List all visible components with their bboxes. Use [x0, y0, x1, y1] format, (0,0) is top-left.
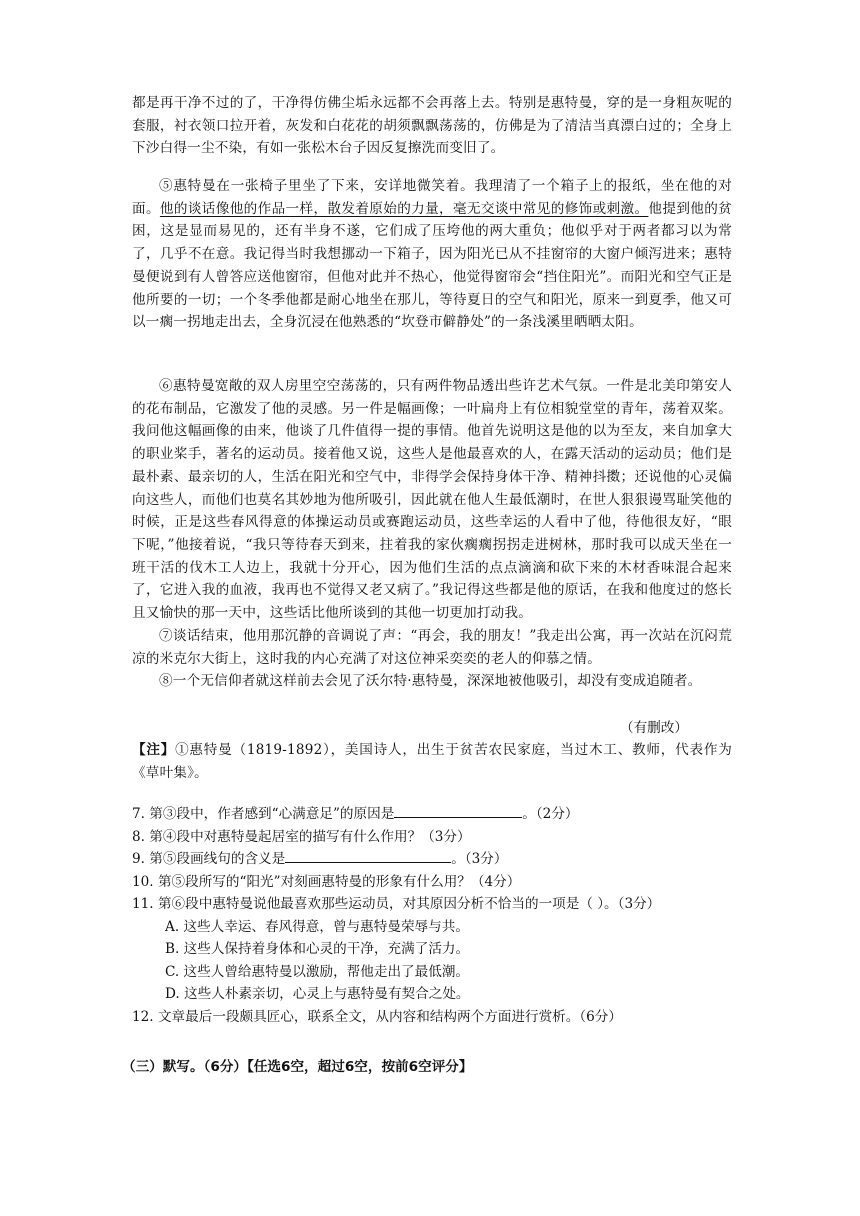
q7-score: 。（2分）	[522, 806, 579, 822]
q7-answer-blank[interactable]	[394, 803, 522, 818]
passage-paragraph-6: ⑥惠特曼宽敞的双人房里空空荡荡的，只有两件物品透出些许艺术气氛。一件是北美印第安人的花布制品，它激发了他的灵感。另一件是幅画像；一叶扁舟上有位相貌堂堂的青年，荡着双桨。我问他这幅画像的由来，他谈了几件值得一提的事情。他首先说明这是他的以为至友，来自加拿大的职业桨手，著名的运动员。接着他又说，这些人是他最喜欢的人，在露天活动的运动员；他们是最朴素、最亲切的人，生活在阳光和空气中，非得学会保持身体干净、精神抖擞；还说他的心灵偏向这些人，而他们也莫名其妙地为他所吸引，因此就在他人生最低潮时，在世人狠狠谩骂耻笑他的时候，正是这些春风得意的体操运动员或赛跑运动员，这些幸运的人看中了他，待他很友好，“眼下呢，”他接着说，“我只等待春天到来，拄着我的家伙瘸瘸拐拐走进树林，那时我可以成天坐在一班干活的伐木工人边上，我就十分开心，因为他们生活的点点滴滴和砍下来的木材香味混合起来了，它进入我的血液，我再也不觉得又老又病了。”我记得这些都是他的原话，在我和他度过的悠长且又愉快的那一天中，这些话比他所谈到的其他一切更加打动我。	[132, 378, 732, 622]
q11-option-a[interactable]: A. 这些人幸运、春风得意，曾与惠特曼荣辱与共。	[165, 918, 469, 935]
q11-option-c[interactable]: C. 这些人曾给惠特曼以激励，帮他走出了最低潮。	[165, 963, 470, 980]
question-11: 11. 第⑥段中惠特曼说他最喜欢那些运动员，对其原因分析不恰当的一项是（ ）。（3分）	[132, 896, 661, 912]
p5-text-after: 他提到他的贫困，这是显而易见的，还有半身不遂，它们成了压垮他的两大重负；他似乎对于两者都习以为常了，几乎不在意。我记得当时我想挪动一下箱子，因为阳光已从不挂窗帘的大窗户倾泻进来；惠特曼便说到有人曾答应送他窗帘，但他对此并不热心，他觉得窗帘会“挡住阳光”。而阳光和空气正是他所要的一切；一个冬季他都是耐心地坐在那儿，等待夏日的空气和阳光，原来一到夏季，他又可以一瘸一拐地走出去，全身沉浸在他熟悉的“坎登市僻静处”的一条浅溪里晒晒太阳。	[132, 200, 733, 331]
footnote	[132, 739, 732, 784]
p5-text-before: ⑤惠特曼在一张椅子里坐了下来，安详地微笑着。我理清了一个箱子上的报纸，坐在他的对面。	[132, 178, 732, 217]
q7-prompt: 7. 第③段中，作者感到“心满意足”的原因是	[132, 806, 395, 822]
q9-answer-blank[interactable]	[285, 848, 451, 863]
q9-score: 。（3分）	[451, 851, 508, 867]
passage-paragraph-8: ⑧一个无信仰者就这样前去会见了沃尔特·惠特曼，深深地被他吸引，却没有变成追随者。	[159, 673, 702, 689]
passage-paragraph-5	[132, 175, 732, 334]
q11-option-d[interactable]: D. 这些人朴素亲切，心灵上与惠特曼有契合之处。	[165, 986, 470, 1002]
q9-prompt: 9. 第⑤段画线句的含义是	[132, 851, 286, 867]
question-list	[132, 803, 752, 1028]
passage-paragraph-7: ⑦谈话结束，他用那沉静的音调说了声：“再会，我的朋友！”我走出公寓，再一次站在沉闷荒凉的米克尔大街上，这时我的内心充满了对这位神采奕奕的老人的仰慕之情。	[132, 628, 732, 667]
p5-underlined-sentence: 他的谈话像他的作品一样，散发着原始的力量，毫无交谈中常见的修饰或刺激。	[159, 200, 649, 217]
question-7	[132, 803, 752, 826]
footnote-text: ①惠特曼（1819-1892），美国诗人，出生于贫苦农民家庭，当过木工、教师，代表作为《草叶集》。	[132, 742, 732, 781]
source-credit: （有删改）	[620, 720, 688, 736]
footnote-head: 【注】	[132, 742, 176, 758]
passage-paragraph-top: 都是再干净不过的了，干净得仿佛尘垢永远都不会再落上去。特别是惠特曼，穿的是一身粗灰呢的套服，衬衣领口拉开着，灰发和白花花的胡须飘飘荡荡的，仿佛是为了清洁当真漂白过的；全身上下沙白得一尘不染，有如一张松木台子因反复擦洗而变旧了。	[132, 95, 732, 157]
question-9	[132, 848, 752, 871]
q11-option-b[interactable]: B. 这些人保持着身体和心灵的干净，充满了活力。	[165, 941, 470, 957]
section-3-heading: （三）默写。（6分）【任选6空，超过6空，按前6空评分】	[122, 1059, 473, 1075]
question-12: 12. 文章最后一段颇具匠心，联系全文，从内容和结构两个方面进行赏析。（6分）	[132, 1008, 622, 1025]
question-8: 8. 第④段中对惠特曼起居室的描写有什么作用？（3分）	[132, 828, 471, 845]
question-10: 10. 第⑤段所写的“阳光”对刻画惠特曼的形象有什么用？（4分）	[132, 873, 521, 890]
